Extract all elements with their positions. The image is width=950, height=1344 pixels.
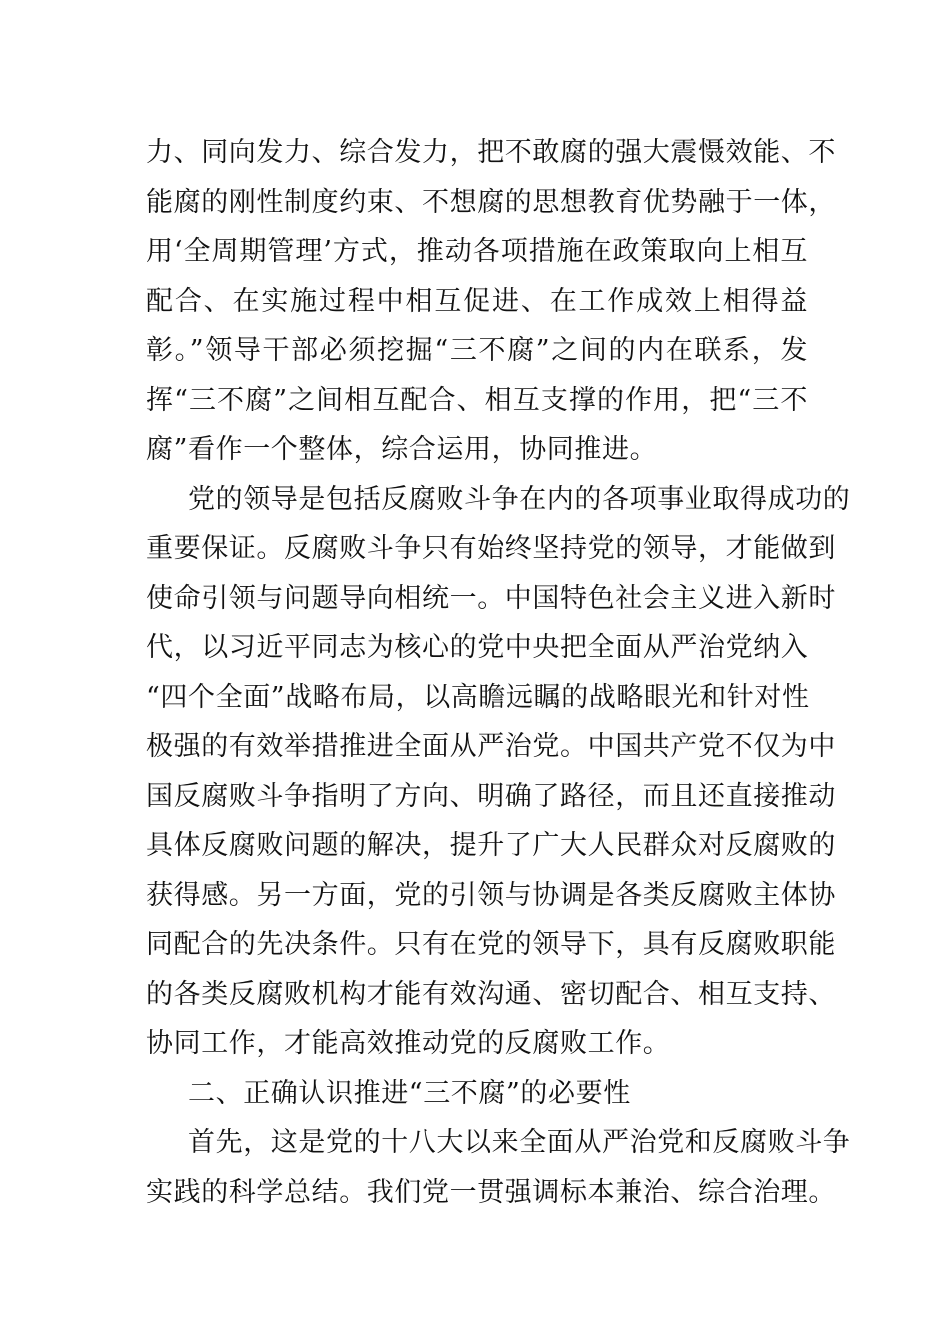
text-line: 使命引领与问题导向相统一。中国特色社会主义进入新时 [146,582,836,614]
text-line: 协同工作，才能高效推动党的反腐败工作。 [146,1028,671,1059]
text-line: 党的领导是包括反腐败斗争在内的各项事业取得成功的 [188,483,851,515]
text-line: 用‘全周期管理’方式，推动各项措施在政策取向上相互 [146,236,808,267]
text-line: 重要保证。反腐败斗争只有始终坚持党的领导，才能做到 [146,533,836,564]
text-line: “四个全面”战略布局，以高瞻远瞩的战略眼光和针对性 [146,681,810,713]
text-line: 国反腐败斗争指明了方向、明确了路径，而且还直接推动 [146,780,836,812]
body-text [146,128,851,1217]
text-line: 具体反腐败问题的解决，提升了广大人民群众对反腐败的 [146,830,836,861]
text-line: 挥“三不腐”之间相互配合、相互支撑的作用，把“三不 [146,384,808,416]
text-line: 的各类反腐败机构才能有效沟通、密切配合、相互支持、 [146,978,836,1010]
text-line: 腐”看作一个整体，综合运用，协同推进。 [146,434,658,465]
text-line: 同配合的先决条件。只有在党的领导下，具有反腐败职能 [146,929,836,960]
text-line: 配合、在实施过程中相互促进、在工作成效上相得益 [146,285,808,317]
text-line: 获得感。另一方面，党的引领与协调是各类反腐败主体协 [146,879,836,911]
text-line: 能腐的刚性制度约束、不想腐的思想教育优势融于一体， [146,186,836,218]
text-line: 代，以习近平同志为核心的党中央把全面从严治党纳入 [146,632,809,663]
text-line: 极强的有效举措推进全面从严治党。中国共产党不仅为中 [146,731,836,762]
text-line: 二、正确认识推进“三不腐”的必要性 [188,1077,631,1109]
text-line: 首先，这是党的十八大以来全面从严治党和反腐败斗争 [188,1127,851,1158]
text-line: 力、同向发力、综合发力，把不敢腐的强大震慑效能、不 [146,137,836,168]
text-line: 彰。”领导干部必须挖掘“三不腐”之间的内在联系，发 [146,335,808,366]
text-line: 实践的科学总结。我们党一贯强调标本兼治、综合治理。 [146,1176,836,1208]
